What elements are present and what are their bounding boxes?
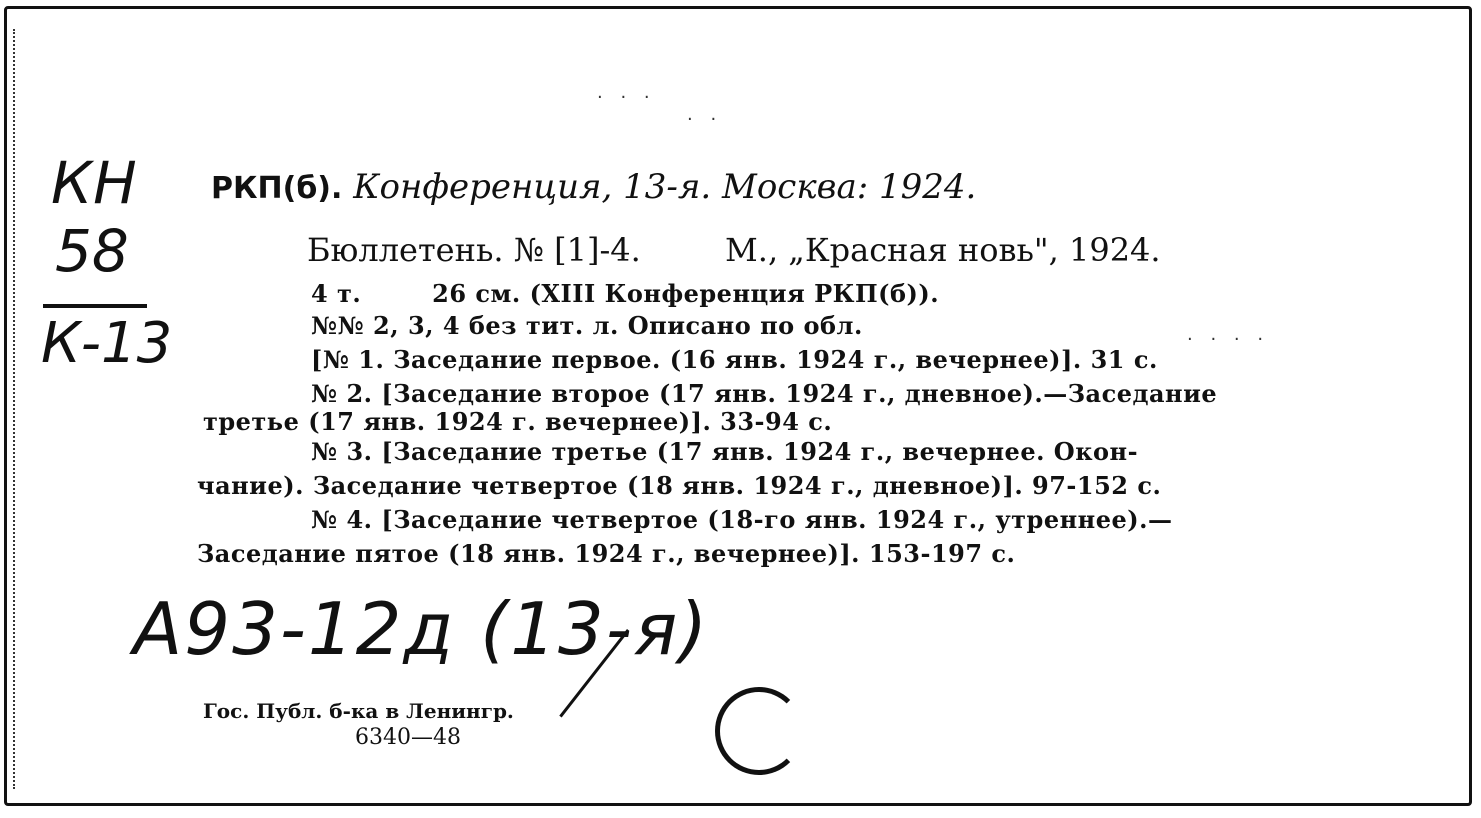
speckle-marks: · ·: [687, 109, 723, 130]
handwritten-call-number: А93-12д (13-я): [133, 587, 710, 671]
volume-count: 4 т.: [311, 279, 362, 308]
description-line-1: [311, 279, 939, 308]
description-line-5: третье (17 янв. 1924 г. вечернее)]. 33-94 с.: [203, 407, 833, 436]
description-line-7: чание). Заседание четвертое (18 янв. 1924 г., дневное)]. 97-152 с.: [197, 471, 1162, 500]
heading-conference: Конференция, 13-я. Москва: 1924.: [353, 167, 977, 207]
description-line-9: Заседание пятое (18 янв. 1924 г., вечернее)]. 153-197 с.: [197, 539, 1016, 568]
catalog-card: [4, 6, 1472, 806]
description-line-2: №№ 2, 3, 4 без тит. л. Описано по обл.: [311, 311, 863, 340]
shelfmark-line-3: К-13: [41, 311, 173, 376]
shelfmark-divider: [43, 304, 147, 308]
title-line: [307, 231, 1161, 269]
description-line-3: [№ 1. Заседание первое. (16 янв. 1924 г., вечернее)]. 31 с.: [311, 345, 1158, 374]
card-edge-dotted-border: [13, 29, 37, 789]
size-series: 26 см. (XIII Конференция РКП(б)).: [432, 279, 940, 308]
library-stamp-line-1: Гос. Публ. б-ка в Ленингр.: [203, 699, 514, 723]
shelfmark-line-2: 58: [55, 217, 129, 285]
shelfmark-line-1: КН: [51, 149, 138, 217]
title-text: Бюллетень. № [1]-4.: [307, 231, 641, 269]
description-line-8: № 4. [Заседание четвертое (18-го янв. 1924 г., утреннее).—: [311, 505, 1173, 534]
speckle-marks: · · ·: [597, 87, 656, 108]
title-imprint: М., „Красная новь", 1924.: [725, 231, 1161, 269]
description-line-6: № 3. [Заседание третье (17 янв. 1924 г., вечернее. Окон-: [311, 437, 1139, 466]
description-line-4: № 2. [Заседание второе (17 янв. 1924 г., дневное).—Заседание: [311, 379, 1218, 408]
heading-organization: РКП(б).: [211, 171, 343, 206]
circle-stamp-icon: [715, 687, 803, 775]
speckle-marks: · · · ·: [1187, 329, 1270, 350]
card-heading: [211, 167, 976, 207]
library-stamp-line-2: 6340—48: [355, 725, 461, 750]
